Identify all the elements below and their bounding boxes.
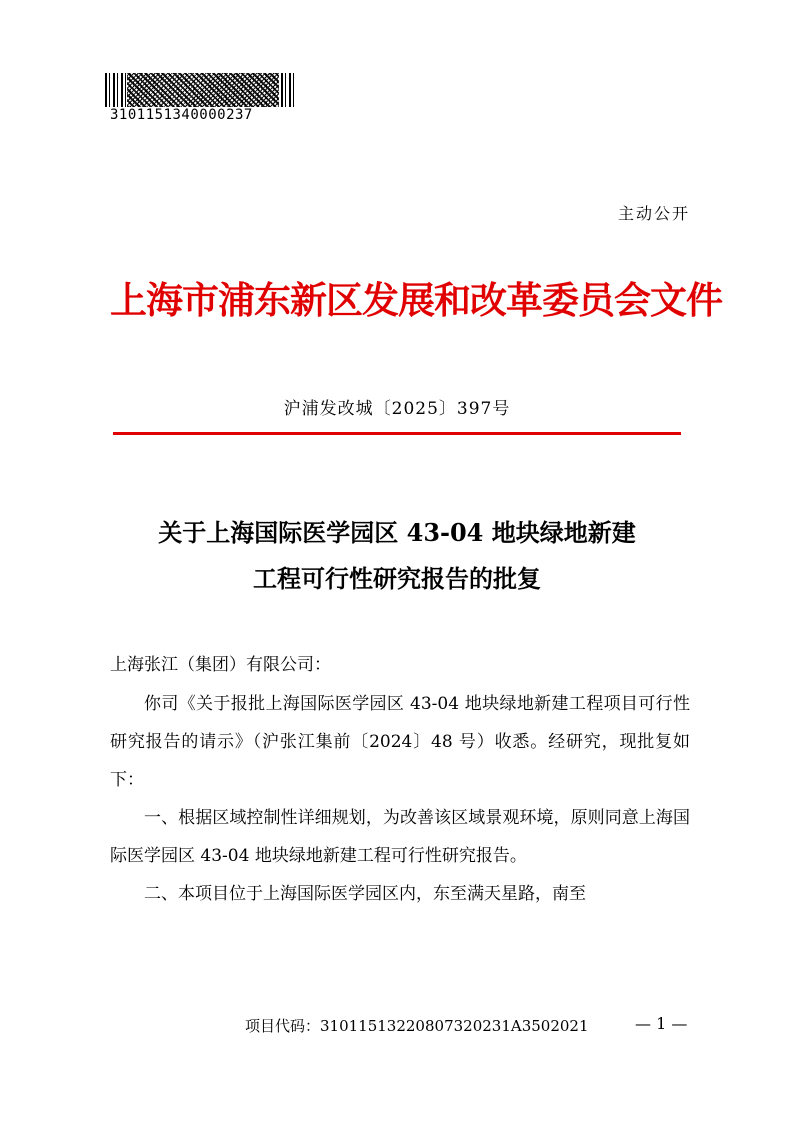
barcode-pattern — [127, 73, 279, 107]
document-body — [110, 685, 690, 913]
disclosure-label: 主动公开 — [617, 204, 690, 223]
page-number: — 1 — — [635, 1014, 688, 1033]
issuer-title: 上海市浦东新区发展和改革委员会文件 — [110, 278, 722, 322]
title-line-1: 关于上海国际医学园区 43-04 地块绿地新建 — [158, 518, 636, 547]
barcode-number: 3101151340000237 — [110, 107, 253, 123]
barcode — [105, 73, 295, 107]
title-line-2: 工程可行性研究报告的批复 — [253, 564, 541, 593]
body-paragraph-2: 一、根据区域控制性详细规划，为改善该区域景观环境，原则同意上海国际医学园区 43-04 地块绿地新建工程可行性研究报告。 — [110, 808, 690, 866]
body-paragraph-1: 你司《关于报批上海国际医学园区 43-04 地块绿地新建工程项目可行性研究报告的请示》（沪张江集前〔2024〕48 号）收悉。经研究，现批复如下： — [110, 694, 690, 790]
addressee: 上海张江（集团）有限公司： — [110, 655, 331, 675]
document-title — [90, 510, 704, 602]
project-code: 项目代码：31011513220807320231A3502021 — [245, 1017, 589, 1035]
document-number: 沪浦发改城〔2025〕397号 — [283, 399, 511, 419]
body-paragraph-3: 二、本项目位于上海国际医学园区内，东至满天星路，南至 — [144, 884, 586, 904]
red-separator-line — [113, 432, 681, 435]
